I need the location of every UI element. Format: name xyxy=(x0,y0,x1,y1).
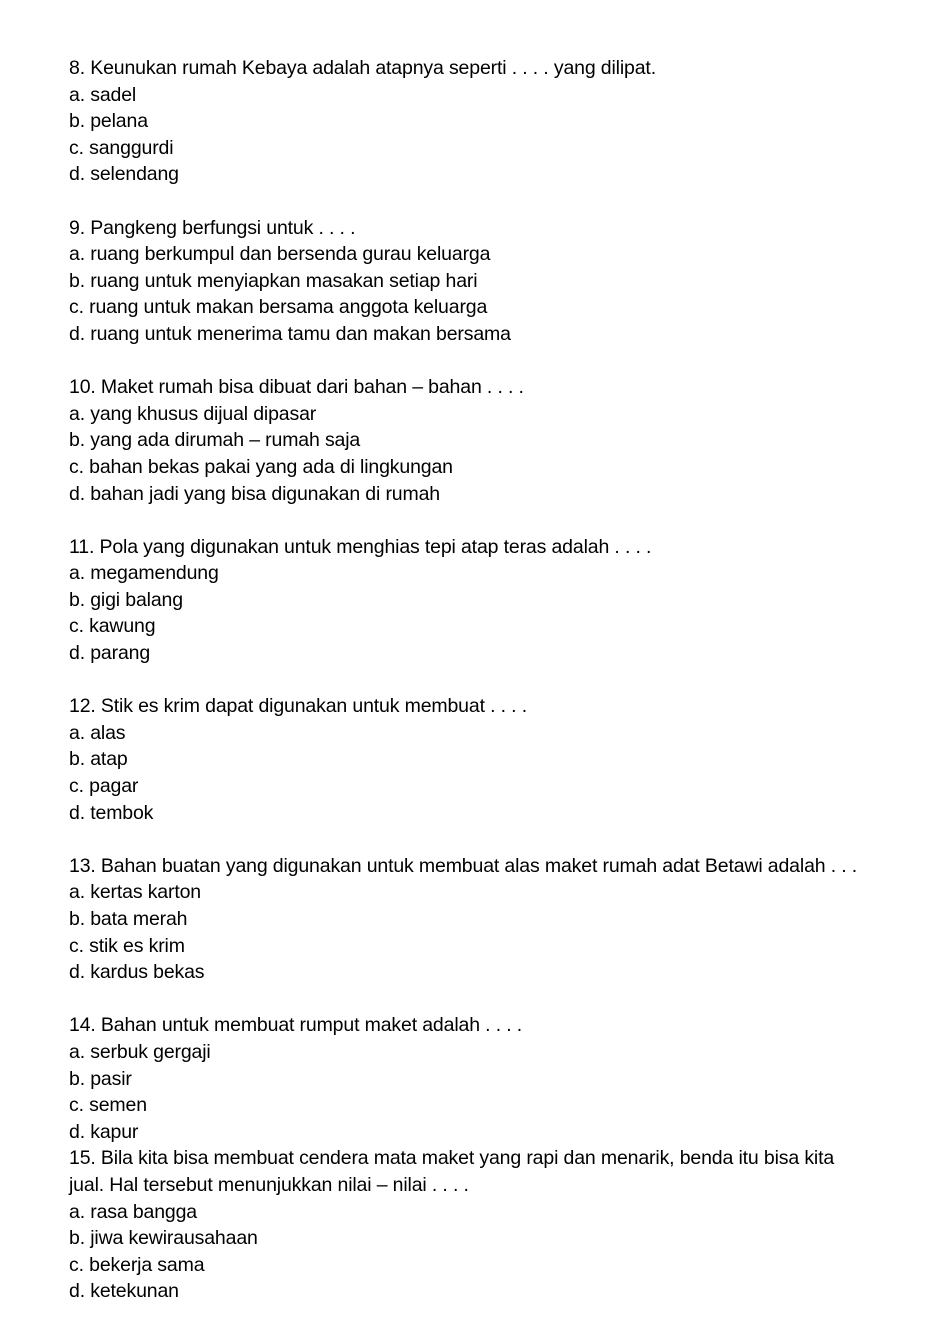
option-c: c. bekerja sama xyxy=(69,1253,205,1276)
question-12 xyxy=(69,693,899,826)
option-d: d. kapur xyxy=(69,1120,139,1143)
spacer xyxy=(69,986,899,1013)
option-c: c. sanggurdi xyxy=(69,136,174,159)
question-text: 10. Maket rumah bisa dibuat dari bahan – bahan . . . . xyxy=(69,376,524,399)
question-text: 12. Stik es krim dapat digunakan untuk membuat . . . . xyxy=(69,695,527,718)
option-a: a. rasa bangga xyxy=(69,1200,198,1223)
question-13 xyxy=(69,853,899,986)
option-d: d. kardus bekas xyxy=(69,961,205,984)
option-b: b. ruang untuk menyiapkan masakan setiap hari xyxy=(69,269,478,292)
option-a: a. alas xyxy=(69,721,126,744)
option-a: a. sadel xyxy=(69,83,137,106)
option-d: d. ruang untuk menerima tamu dan makan bersama xyxy=(69,322,511,345)
worksheet-page xyxy=(69,55,899,1305)
question-text: 14. Bahan untuk membuat rumput maket adalah . . . . xyxy=(69,1014,523,1037)
question-14 xyxy=(69,1012,899,1145)
option-c: c. kawung xyxy=(69,615,156,638)
option-a: a. kertas karton xyxy=(69,881,201,904)
question-text: 8. Keunukan rumah Kebaya adalah atapnya seperti . . . . yang dilipat. xyxy=(69,57,656,79)
option-b: b. bata merah xyxy=(69,908,188,930)
option-d: d. parang xyxy=(69,642,151,665)
option-d: d. selendang xyxy=(69,163,179,186)
option-c: c. semen xyxy=(69,1094,147,1117)
question-9 xyxy=(69,215,899,348)
spacer xyxy=(69,826,899,853)
question-text-line-2: jual. Hal tersebut menunjukkan nilai – nilai . . . . xyxy=(69,1173,469,1196)
option-b: b. pasir xyxy=(69,1067,132,1090)
option-b: b. atap xyxy=(69,748,128,771)
option-c: c. ruang untuk makan bersama anggota keluarga xyxy=(69,296,488,319)
question-10 xyxy=(69,374,899,507)
option-c: c. pagar xyxy=(69,775,139,798)
question-text-line-1: 15. Bila kita bisa membuat cendera mata maket yang rapi dan menarik, benda itu bisa kita xyxy=(69,1147,835,1170)
option-a: a. megamendung xyxy=(69,562,219,585)
option-c: c. stik es krim xyxy=(69,934,185,957)
option-d: d. ketekunan xyxy=(69,1280,179,1303)
option-d: d. bahan jadi yang bisa digunakan di rumah xyxy=(69,482,440,505)
question-text: 11. Pola yang digunakan untuk menghias tepi atap teras adalah . . . . xyxy=(69,535,652,558)
option-a: a. yang khusus dijual dipasar xyxy=(69,402,317,425)
option-d: d. tembok xyxy=(69,801,154,824)
question-15 xyxy=(69,1145,899,1305)
question-text: 13. Bahan buatan yang digunakan untuk membuat alas maket rumah adat Betawi adalah . . . xyxy=(69,854,858,877)
spacer xyxy=(69,188,899,215)
option-a: a. serbuk gergaji xyxy=(69,1040,211,1063)
question-11 xyxy=(69,534,899,667)
option-a: a. ruang berkumpul dan bersenda gurau keluarga xyxy=(69,243,491,266)
option-b: b. gigi balang xyxy=(69,588,183,611)
option-b: b. jiwa kewirausahaan xyxy=(69,1227,258,1250)
option-b: b. yang ada dirumah – rumah saja xyxy=(69,429,361,452)
option-b: b. pelana xyxy=(69,110,148,133)
spacer xyxy=(69,667,899,694)
question-text: 9. Pangkeng berfungsi untuk . . . . xyxy=(69,216,356,239)
spacer xyxy=(69,348,899,375)
question-8 xyxy=(69,55,899,188)
option-c: c. bahan bekas pakai yang ada di lingkungan xyxy=(69,455,453,478)
spacer xyxy=(69,507,899,534)
